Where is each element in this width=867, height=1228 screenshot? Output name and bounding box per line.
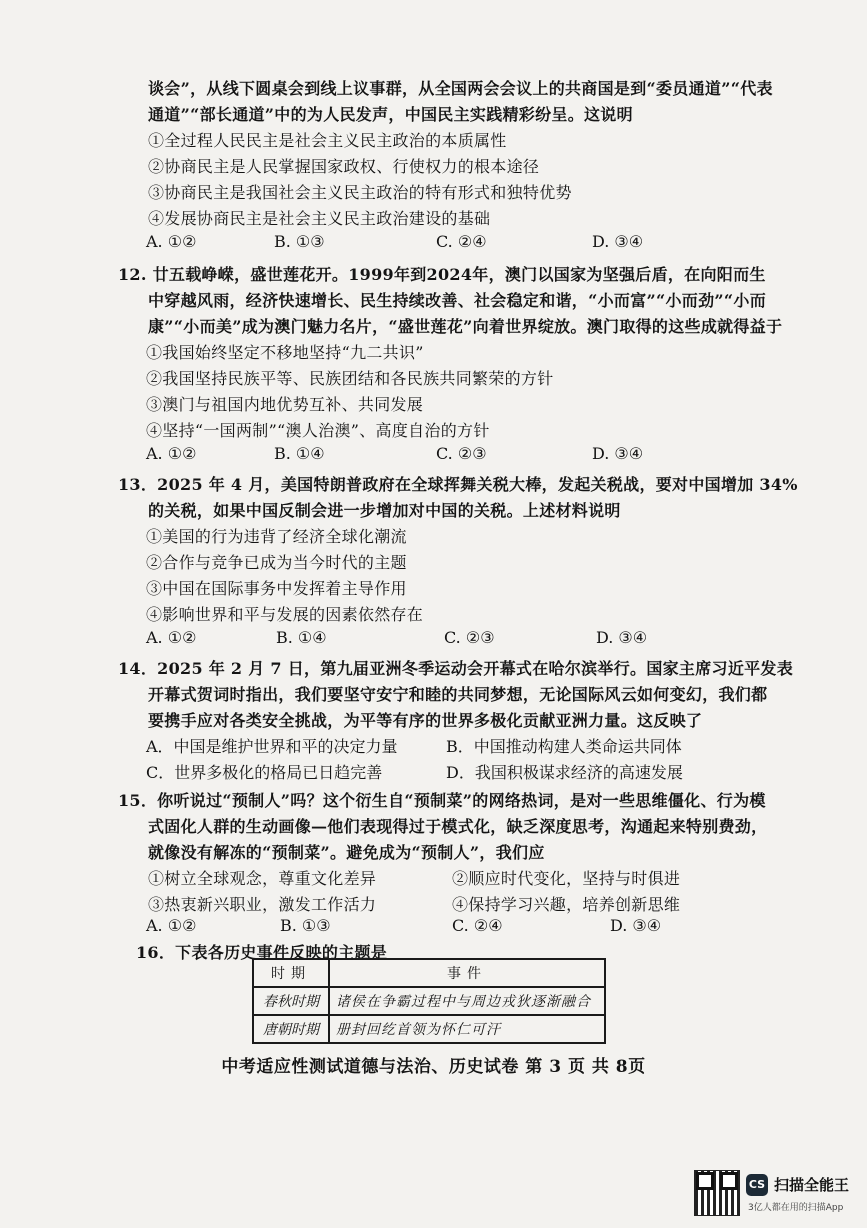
q12-option-d: D. ③④ bbox=[592, 444, 644, 463]
q12-item-3: ③澳门与祖国内地优势互补、共同发展 bbox=[146, 395, 424, 414]
q13-option-a: A. ①② bbox=[146, 628, 197, 647]
q12-item-1: ①我国始终坚定不移地坚持“九二共识” bbox=[146, 343, 424, 362]
q15-option-c: C. ②④ bbox=[452, 916, 503, 935]
q12-stem-line-1: 12. 廿五载峥嵘，盛世莲花开。1999年到2024年，澳门以国家为坚强后盾，在向阳而生 bbox=[118, 265, 766, 284]
q11-item-2: ②协商民主是人民掌握国家政权、行使权力的根本途径 bbox=[148, 157, 540, 176]
q15-item-3: ③热衷新兴职业，激发工作活力 bbox=[148, 895, 377, 914]
camscanner-logo-icon: CS bbox=[746, 1174, 768, 1196]
q15-option-a: A. ①② bbox=[146, 916, 197, 935]
table-row bbox=[253, 1015, 605, 1043]
q13-option-d: D. ③④ bbox=[596, 628, 648, 647]
table-row bbox=[253, 987, 605, 1015]
q14-stem-line-1: 14．2025 年 2 月 7 日，第九届亚洲冬季运动会开幕式在哈尔滨举行。国家主席习近平发表 bbox=[118, 659, 794, 678]
history-events-table bbox=[252, 958, 606, 1044]
q11-option-a: A. ①② bbox=[146, 232, 197, 251]
q12-option-c: C. ②③ bbox=[436, 444, 487, 463]
q15-stem-line-2: 式固化人群的生动画像—他们表现得过于模式化，缺乏深度思考，沟通起来特别费劲， bbox=[148, 817, 768, 836]
table-header-row bbox=[253, 959, 605, 987]
table-cell-period: 唐朝时期 bbox=[253, 1015, 329, 1043]
q11-option-b: B. ①③ bbox=[274, 232, 325, 251]
q12-item-4: ④坚持“一国两制”“澳人治澳”、高度自治的方针 bbox=[146, 421, 490, 440]
q13-option-b: B. ①④ bbox=[276, 628, 327, 647]
q15-stem-line-3: 就像没有解冻的“预制菜”。避免成为“预制人”，我们应 bbox=[148, 843, 545, 862]
q12-item-2: ②我国坚持民族平等、民族团结和各民族共同繁荣的方针 bbox=[146, 369, 554, 388]
q13-option-c: C. ②③ bbox=[444, 628, 495, 647]
q14-option-a: A．中国是维护世界和平的决定力量 bbox=[146, 737, 398, 756]
q11-option-c: C. ②④ bbox=[436, 232, 487, 251]
q12-option-b: B. ①④ bbox=[274, 444, 325, 463]
q14-option-b: B．中国推动构建人类命运共同体 bbox=[446, 737, 682, 756]
table-header-period: 时期 bbox=[253, 959, 329, 987]
qr-code-icon bbox=[694, 1170, 740, 1216]
q14-stem-line-2: 开幕式贺词时指出，我们要坚守安宁和睦的共同梦想，无论国际风云如何变幻，我们都 bbox=[148, 685, 768, 704]
q13-item-4: ④影响世界和平与发展的因素依然存在 bbox=[146, 605, 424, 624]
scanner-tagline: 3亿人都在用的扫描App bbox=[748, 1203, 844, 1213]
q14-stem-line-3: 要携手应对各类安全挑战，为平等有序的世界多极化贡献亚洲力量。这反映了 bbox=[148, 711, 703, 730]
q11-item-1: ①全过程人民民主是社会主义民主政治的本质属性 bbox=[148, 131, 507, 150]
table-cell-event: 诸侯在争霸过程中与周边戎狄逐渐融合 bbox=[329, 987, 605, 1015]
q15-option-d: D. ③④ bbox=[610, 916, 662, 935]
scanner-app-name: 扫描全能王 bbox=[774, 1176, 850, 1194]
q15-item-4: ④保持学习兴趣，培养创新思维 bbox=[452, 895, 681, 914]
q13-item-3: ③中国在国际事务中发挥着主导作用 bbox=[146, 579, 407, 598]
q14-option-d: D．我国积极谋求经济的高速发展 bbox=[446, 763, 683, 782]
q11-option-d: D. ③④ bbox=[592, 232, 644, 251]
q12-stem-line-2: 中穿越风雨，经济快速增长、民生持续改善、社会稳定和谐，“小而富”“小而劲”“小而 bbox=[148, 291, 767, 310]
q16-stem: 16．下表各历史事件反映的主题是 bbox=[136, 943, 388, 962]
q15-option-b: B. ①③ bbox=[280, 916, 331, 935]
q15-item-2: ②顺应时代变化，坚持与时俱进 bbox=[452, 869, 681, 888]
q11-item-3: ③协商民主是我国社会主义民主政治的特有形式和独特优势 bbox=[148, 183, 572, 202]
q15-item-1: ①树立全球观念，尊重文化差异 bbox=[148, 869, 377, 888]
q12-option-a: A. ①② bbox=[146, 444, 197, 463]
q11-stem-line-2: 通道”“部长通道”中的为人民发声，中国民主实践精彩纷呈。这说明 bbox=[148, 105, 633, 124]
q15-stem-line-1: 15．你听说过“预制人”吗？这个衍生自“预制菜”的网络热词，是对一些思维僵化、行为模 bbox=[118, 791, 766, 810]
q13-stem-line-1: 13．2025 年 4 月，美国特朗普政府在全球挥舞关税大棒，发起关税战，要对中国增加 34% bbox=[118, 475, 798, 494]
page-footer: 中考适应性测试道德与法治、历史试卷 第 3 页 共 8页 bbox=[221, 1057, 646, 1077]
q13-item-2: ②合作与竞争已成为当今时代的主题 bbox=[146, 553, 407, 572]
q12-stem-line-3: 康”“小而美”成为澳门魅力名片，“盛世莲花”向着世界绽放。澳门取得的这些成就得益于 bbox=[148, 317, 783, 336]
table-header-event: 事件 bbox=[329, 959, 605, 987]
table-cell-event: 册封回纥首领为怀仁可汗 bbox=[329, 1015, 605, 1043]
q13-item-1: ①美国的行为违背了经济全球化潮流 bbox=[146, 527, 407, 546]
q14-option-c: C．世界多极化的格局已日趋完善 bbox=[146, 763, 383, 782]
q11-stem-line-1: 谈会”，从线下圆桌会到线上议事群，从全国两会会议上的共商国是到“委员通道”“代表 bbox=[148, 79, 773, 98]
q13-stem-line-2: 的关税，如果中国反制会进一步增加对中国的关税。上述材料说明 bbox=[148, 501, 621, 520]
q11-item-4: ④发展协商民主是社会主义民主政治建设的基础 bbox=[148, 209, 491, 228]
table-cell-period: 春秋时期 bbox=[253, 987, 329, 1015]
